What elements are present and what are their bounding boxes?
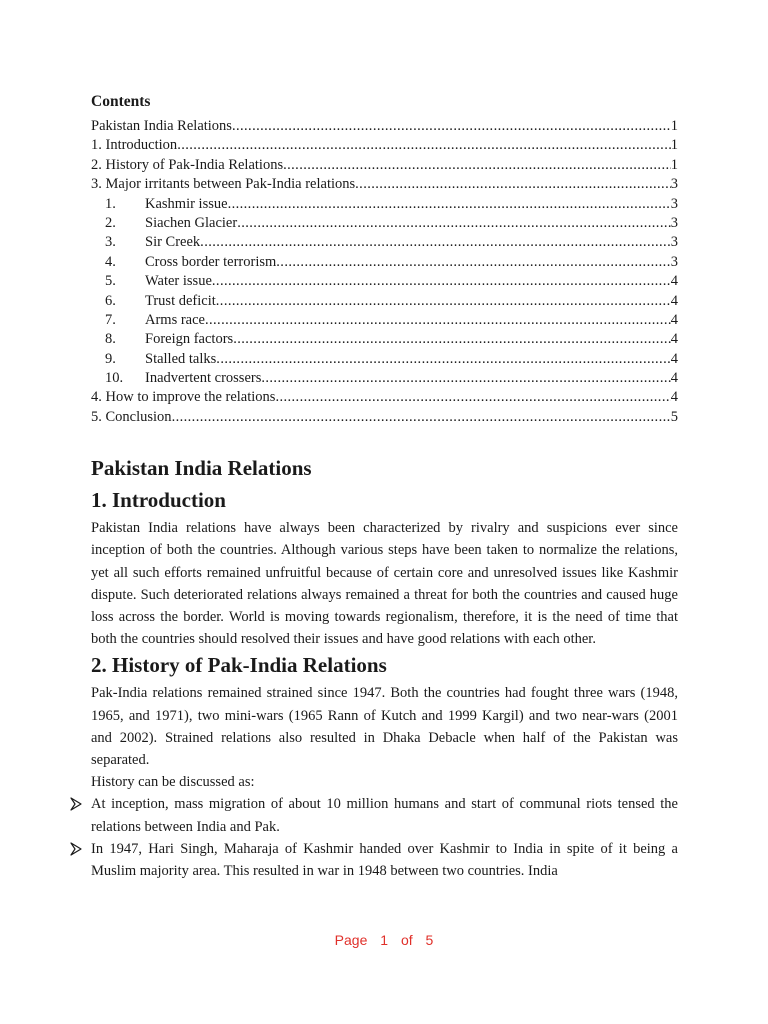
toc-dot-leader	[276, 253, 670, 272]
toc-entry-title: 3. Major irritants between Pak-India relations	[91, 176, 356, 193]
toc-entry-number: 4.	[105, 253, 116, 270]
list-item	[91, 793, 678, 837]
toc-entry-page-number: 1	[670, 118, 678, 134]
toc-entry-page-number: 3	[670, 214, 678, 231]
toc-entry-page-number: 4	[670, 350, 678, 367]
toc-entry-title: Foreign factors	[145, 331, 234, 348]
toc-entry-number: 1.	[105, 195, 116, 212]
toc-entry-page-number: 4	[670, 370, 678, 387]
toc-entry[interactable]	[91, 195, 678, 214]
toc-entry-page-number: 4	[670, 273, 678, 290]
toc-entry-title: 2. History of Pak-India Relations	[91, 156, 284, 173]
toc-dot-leader	[355, 175, 671, 194]
toc-entry-title: Pakistan India Relations	[91, 118, 232, 134]
toc-dot-leader	[283, 156, 671, 175]
toc-entry-page-number: 4	[670, 311, 678, 328]
toc-entry-title: Siachen Glacier	[145, 214, 238, 231]
toc-entry-title: 1. Introduction	[91, 137, 178, 154]
document-title: Pakistan India Relations	[91, 456, 312, 481]
section-heading-history: 2. History of Pak-India Relations	[91, 653, 387, 678]
toc-entry-page-number: 4	[670, 389, 678, 406]
toc-entry[interactable]	[91, 156, 678, 175]
toc-dot-leader	[216, 350, 670, 369]
document-page	[91, 92, 678, 882]
toc-dot-leader	[172, 408, 671, 427]
toc-dot-leader	[200, 233, 671, 252]
toc-entry-number: 5.	[105, 273, 116, 290]
list-item-text: At inception, mass migration of about 10 million humans and start of communal riots tensed the relations between India and Pak.	[91, 796, 678, 835]
history-paragraph: Pak-India relations remained strained since 1947. Both the countries had fought three wars (1948, 1965, and 1971), two mini-wars (1965 Rann of Kutch and 1999 Kargil) and two near-wars (2001 and 2002). Strained relations also resulted in Dhaka Debacle when half of the Pakistan was separated.	[91, 685, 678, 769]
toc-entry-title: Arms race	[145, 311, 205, 328]
toc-dot-leader	[232, 117, 671, 136]
toc-dot-leader	[228, 195, 671, 214]
introduction-paragraph: Pakistan India relations have always been characterized by rivalry and suspicions ever since inception of both the countries. Although various steps have been taken to normalize the relations, yet all such efforts remained unfruitful because of certain core and unresolved issues like Kashmir dispute. Such deteriorated relations always remained a threat for both the countries and caused huge loss across the border. World is moving towards regionalism, therefore, it is the need of time that both the countries should resolved their issues and have good relations with each other.	[91, 520, 678, 648]
toc-dot-leader	[261, 369, 670, 388]
history-lead: History can be discussed as:	[91, 774, 255, 791]
footer-of-word: of	[400, 932, 413, 948]
section-heading-introduction: 1. Introduction	[91, 488, 226, 513]
toc-entry-title: Water issue	[145, 273, 212, 290]
toc-entry-number: 10.	[105, 370, 124, 387]
toc-dot-leader	[237, 214, 671, 233]
toc-entry-title: Kashmir issue	[145, 195, 228, 212]
toc-dot-leader	[205, 311, 671, 330]
toc-entry-page-number: 1	[670, 137, 678, 154]
footer-page-current: 1	[380, 932, 389, 948]
toc-dot-leader	[216, 292, 671, 311]
toc-entry[interactable]	[91, 388, 678, 407]
toc-entry-page-number: 3	[670, 195, 678, 212]
toc-entry-number: 6.	[105, 292, 116, 309]
toc-entry-number: 9.	[105, 350, 116, 367]
toc-entry[interactable]	[91, 175, 678, 194]
toc-dot-leader	[177, 136, 671, 155]
toc-entry-title: Cross border terrorism	[145, 253, 277, 270]
list-item-text: In 1947, Hari Singh, Maharaja of Kashmir handed over Kashmir to India in spite of it being a Muslim majority area. This resulted in war in 1948 between two countries. India	[91, 840, 678, 880]
toc-entry[interactable]	[91, 292, 678, 311]
toc-entry-page-number: 3	[670, 234, 678, 251]
toc-entry-title: 4. How to improve the relations	[91, 389, 276, 406]
toc-entry-title: Trust deficit	[145, 292, 216, 309]
toc-dot-leader	[233, 330, 671, 349]
toc-entry-number: 7.	[105, 311, 116, 328]
toc-dot-leader	[275, 388, 670, 407]
toc-entry-page-number: 3	[670, 253, 678, 270]
toc-entry-title: Sir Creek	[145, 234, 201, 251]
footer-page-word: Page	[334, 932, 368, 948]
toc-entry[interactable]	[91, 233, 678, 252]
toc-dot-leader	[212, 272, 671, 291]
footer-page-total: 5	[425, 932, 434, 948]
toc-entry-page-number: 4	[670, 331, 678, 348]
toc-entry[interactable]	[91, 253, 678, 272]
list-item	[91, 838, 678, 882]
toc-entry[interactable]	[91, 408, 678, 427]
toc-entry-title: 5. Conclusion	[91, 408, 172, 425]
toc-entry-page-number: 3	[670, 176, 678, 193]
toc-entry-title: Stalled talks	[145, 350, 217, 367]
toc-entry-number: 3.	[105, 234, 116, 251]
toc-entry[interactable]	[91, 311, 678, 330]
toc-entry-title: Inadvertent crossers	[145, 370, 262, 387]
page-footer	[0, 932, 768, 948]
toc-entry[interactable]	[91, 214, 678, 233]
toc-entry-page-number: 4	[670, 292, 678, 309]
toc-entry-page-number: 1	[670, 156, 678, 173]
toc-entry-number: 2.	[105, 214, 116, 231]
arrow-bullet-icon	[69, 838, 83, 860]
toc-entry[interactable]	[91, 369, 678, 388]
toc-entry-page-number: 5	[670, 408, 678, 425]
toc-entry[interactable]	[91, 272, 678, 291]
toc-entry[interactable]	[91, 117, 678, 136]
arrow-bullet-icon	[69, 793, 83, 815]
toc-entry[interactable]	[91, 136, 678, 155]
toc-entry[interactable]	[91, 330, 678, 349]
toc-heading: Contents	[91, 93, 151, 110]
history-bullet-list	[91, 793, 678, 882]
toc-entry-number: 8.	[105, 331, 116, 348]
table-of-contents	[91, 117, 678, 427]
toc-entry[interactable]	[91, 350, 678, 369]
